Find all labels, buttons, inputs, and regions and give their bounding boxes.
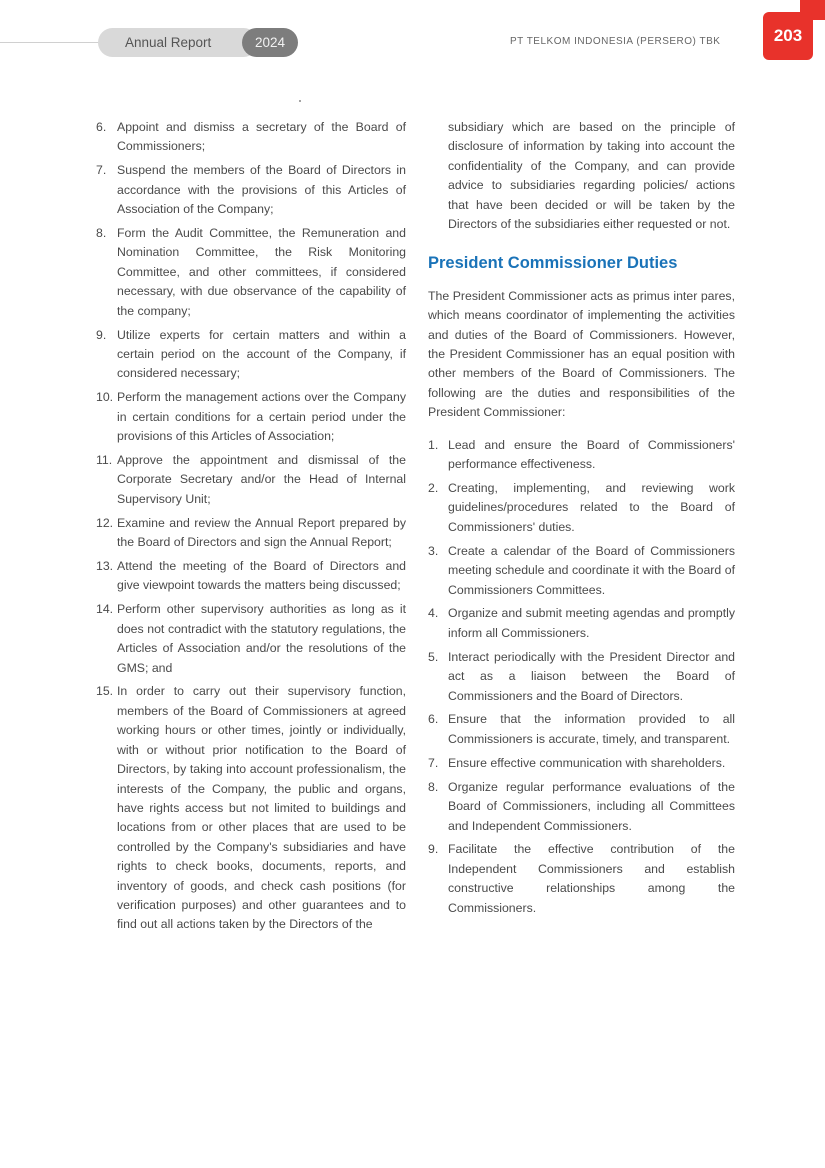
list-item-text: Organize regular performance evaluations of the Board of Commissioners, including all Committees and Independent Commissioners. (448, 779, 735, 833)
list-item-text: In order to carry out their supervisory function, members of the Board of Commissioners at agreed working hours or other times, jointly or individually, with or without prior notification to the Board of Directors, by taking into account professionalism, the interests of the Company, the public and organs, have rights access but not limited to buildings and locations from or other places that are used to be controlled by the Company's subsidiaries and have rights to check books, documents, reports, and inventory of goods, and check cash positions (for verification purposes) and other guarantees and to find out all actions taken by the Directors of the (117, 684, 406, 932)
list-item (96, 118, 406, 157)
annual-report-label: Annual Report (98, 28, 258, 57)
list-item-number: 13. (96, 559, 114, 574)
authorities-list (96, 118, 406, 935)
list-item (428, 648, 735, 706)
list-item-text: Form the Audit Committee, the Remuneration and Nomination Committee, the Risk Monitoring Committee, and other committees, if considered necessary, with due observance of the capability of the company; (117, 226, 406, 318)
list-item-text: Interact periodically with the President Director and act as a liaison between the Board of Commissioners and the Board of Directors. (448, 649, 735, 703)
list-item-text: Approve the appointment and dismissal of the Corporate Secretary and/or the Head of Internal Supervisory Unit; (117, 453, 406, 506)
list-item-number: 8. (96, 226, 107, 241)
list-item-number: 9. (428, 842, 439, 857)
list-item (428, 778, 735, 836)
list-item (96, 514, 406, 553)
report-year-badge: 2024 (242, 28, 298, 57)
list-item-text: Suspend the members of the Board of Directors in accordance with the provisions of this Articles of Association of the Company; (117, 163, 406, 217)
list-item (428, 754, 735, 773)
duties-list (428, 436, 735, 918)
list-item (96, 451, 406, 509)
section-intro: The President Commissioner acts as primus inter pares, which means coordinator of implementing the activities and duties of the Board of Commissioners. However, the President Commissioner has an equal position with other members of the Board of Commissioners. The following are the duties and responsibilities of the President Commissioner: (428, 288, 735, 420)
list-item (96, 326, 406, 384)
list-item (96, 682, 406, 934)
list-item-text: Appoint and dismiss a secretary of the Board of Commissioners; (117, 120, 406, 154)
list-item-number: 3. (428, 543, 439, 558)
list-item (428, 710, 735, 749)
list-item-number: 11. (96, 453, 113, 467)
list-item-text: Ensure that the information provided to all Commissioners is accurate, timely, and transparent. (448, 712, 735, 746)
list-item-text: Perform other supervisory authorities as long as it does not contradict with the statutory regulations, the Articles of Association and/or the resolutions of the GMS; and (117, 602, 406, 675)
list-item (96, 388, 406, 446)
list-item (428, 840, 735, 918)
list-item-text: Lead and ensure the Board of Commissioners' performance effectiveness. (448, 437, 735, 472)
right-column (428, 118, 735, 923)
list-item-number: 15. (96, 684, 114, 699)
left-column (96, 118, 406, 939)
list-item (428, 436, 735, 475)
page-number: 203 (763, 12, 813, 60)
stray-dot (299, 100, 301, 102)
section-title: President Commissioner Duties (428, 254, 678, 273)
list-item-text: Organize and submit meeting agendas and promptly inform all Commissioners. (448, 606, 735, 640)
list-item-number: 2. (428, 481, 439, 495)
list-item-number: 7. (428, 755, 439, 770)
list-item (96, 557, 406, 596)
list-item-number: 10. (96, 390, 114, 405)
list-item (428, 479, 735, 537)
list-item-number: 9. (96, 327, 107, 342)
list-item-text: Examine and review the Annual Report prepared by the Board of Directors and sign the Annual Report; (117, 515, 406, 550)
list-item-number: 5. (428, 649, 439, 664)
list-item-text: Facilitate the effective contribution of the Independent Commissioners and establish constructive relationships among the Commissioners. (448, 842, 735, 915)
list-item-text: Ensure effective communication with shareholders. (448, 755, 726, 770)
list-item-text: Creating, implementing, and reviewing work guidelines/procedures related to the Board of Commissioners' duties. (448, 481, 735, 534)
list-item (428, 604, 735, 643)
list-item-text: Attend the meeting of the Board of Directors and give viewpoint towards the matters being discussed; (117, 559, 406, 593)
list-item-number: 6. (428, 712, 439, 727)
list-item-number: 1. (428, 437, 439, 452)
list-item-text: Create a calendar of the Board of Commissioners meeting schedule and coordinate it with the Board of Commissioners Committees. (448, 543, 735, 597)
list-item-number: 6. (96, 120, 107, 134)
list-item (96, 161, 406, 219)
list-item-number: 7. (96, 163, 107, 178)
list-item-number: 4. (428, 606, 439, 621)
header-rule (0, 42, 110, 43)
list-item-number: 12. (96, 515, 114, 530)
list-item-text: Utilize experts for certain matters and within a certain period on the account of the Company, if considered necessary; (117, 327, 406, 381)
list-item (96, 224, 406, 321)
company-name: PT TELKOM INDONESIA (PERSERO) TBK (510, 36, 721, 47)
continued-list-text: subsidiary which are based on the principle of disclosure of information by taking into account the confidentiality of the Company, and can provide advice to subsidiaries regarding policies/ actions that have been decided or will be taken by the Directors of the subsidiaries either requested or not. (448, 120, 735, 232)
list-item-number: 14. (96, 602, 114, 617)
list-item (96, 600, 406, 678)
list-item-text: Perform the management actions over the Company in certain conditions for a certain period under the provisions of this Articles of Association; (117, 390, 406, 444)
list-item-number: 8. (428, 779, 439, 794)
list-item (428, 542, 735, 600)
